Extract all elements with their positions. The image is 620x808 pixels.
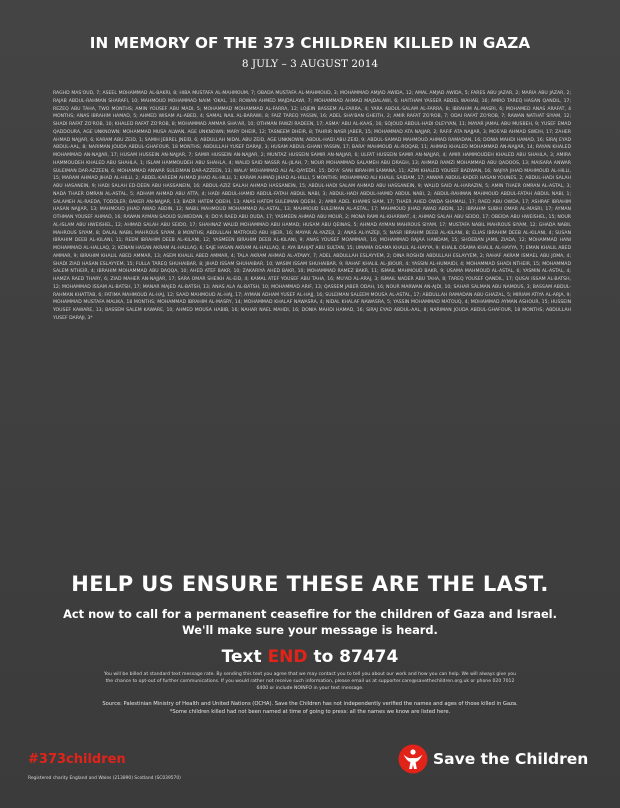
source-note — [50, 700, 570, 716]
act-now-message — [0, 607, 620, 638]
logo-wordmark: Save the Children — [433, 750, 589, 768]
date-range: 8 JULY – 3 AUGUST 2014 — [241, 58, 379, 70]
text-instruction — [0, 647, 620, 667]
children-names-list: RAGHD MAS'OUD, 7; ASEEL MOHAMMAD AL-BAKRI, 8; HIBA MUSTAFA AL-MAHMOUM, 7; OBADA MUSTAFA AL-MAHMOUD, 3; MOHAMMAD AMJAD AWIDA, 12; AMAL AMJAD AWIDA, 5; FARES ABU JAZAR, 2; MARIA ABU JAZAR, 2; RAJAB ABDUL-RAHMAN SHARAFI, 10; MAHMOUD MOHAMMAD NAIM 'OKAL, 10; ROWAN AHMED MAJDALAWI, 7; MOHAMMAD AHMAD MAJDALAWI, 6; HAITHAM YASSER ABDEL WAHAB, 16; AMRO TAREQ HASAN QANDIL, 17; REZEQ ABU TAHA, TWO MONTHS; AMIN YOUSEF ABU MADI, 5; MOHAMMAD MOHAMMAD AL-FARRA, 12; LOJEIN BASSEM AL-FARRA, 4; YARA ABDUL-SALAM AL-FARRA, 8; IBRAHIM AL-MASRI, 6; MOHAMED ANAS ARAFAT, 4 MONTHS; ANAS IBRAHIM HAMAD, 5; AHMED WISAM AL-ABED, 4; SAMAL NAIL AL-BARAWI, 8; FAIZ TAREQ YASSIN, 16; ADEL SHA'BAN GHEITH, 2; AMIR RAFAT ZO'ROB, 7; ODAI RAFAT ZO'ROB, 7; RAWAN NATHAT SIYAM, 12; SHADI RAFAT ZO'ROB, 10; KHALED RAFAT ZO'ROB, 8; MOHAMMAD AMMAR SHA'AR, 10; OTHMAN FAWZI RADEEN, 17; ASMA' ABU AL-KAAS, 16; SOJOUD ABDUL-HADI OLEYYAN, 11; MAYAR JAMAL ABU MUSBEH, 9; YUSEF EMAD QADDOURA, AGE UNKNOWN; MOHAMMAD MUSA ALWAN, AGE UNKNOWN; MARY DHEIR, 12; TASNEEM DHEIR, 8; TAHRIR NASR JABER, 15; MOHAMMAD ATA NAJJAR, 2; RAFIF ATA NAJJAR, 3; MOS'AB AHMAD SWEIH, 17; ZAHER AHMAD NAJJAR, 6; KARAM ABU ZEID, 1; SAMIH JEBREL JNEID, 6; ABDULLAH NIDAL ABU ZEID, AGE UNKNOWN; ABDUL-HADI ABU ZEID, 9; ABDUL-SAMAD MAHMOUD AHMAD RAMADAN, 16; DONIA MAHDI HAMAD, 16; SIRAJ EYAD ABDUL-AAL, 8; NARIMAN JOUDA ABDUL-GHAFOUR, 18 MONTHS; ABDULLAH YUSEF DARAJI, 3; HUSAM ABDUL-GHANI YASSIN, 17; BARA' MAHMOUD AL-ROQAB, 11; AHMAD KHALED MOHAMMAD AN-NAJJAR, 14; RAYAN KHALED MOHAMMAD AN-NAJJAR, 17; HUSAM HUSSEIN AN-NAJJAR, 7; SAMIR HUSSEIN AN-NAJJAR, 2; MUNTAZ HUSSEIN SAMIR AN-NAJJAR, 6; ULFAT HUSSEIN SAMIR AN-NAJJAR, 4; AMIR HAMMOUDEH KHALED ABU SHAHLA, 3; AMIRA HAMMOUDEH KHALED ABU SHAHLA, 1; ISLAM HAMMOUDEH ABU SHAHLA, 4; WALID SAID NASSR AL-JILAH, 7; NOUR MOHAMMAD SALAMEH ABU DRAGH, 13; AHMAD RAMZI MOHAMMAD ABU QADOOS, 13; MAISARA ANWAR SULEIMAN DAR-AZZEEN, 6; MOHAMMAD ANWAR SULEIMAN DAR-AZZEEN, 13; WALA' MOHAMMAD ALI AL-QAYEDH, 15; DO'A' SANI IBRAHIM SAMANA, 11; AZMI KHALED YOUSEF BADWAN, 16; NAJIYA JIHAD MAHMOUD AL-HILLI, 15; MARAM AHMAD JIHAD AL-HILLI, 2; ABDEL-KAREEM AHMAD JIHAD AL-HILLI, 1; KARAM AHMAD JIHAD AL-HILLI, 5 MONTHS; MOHAMMAD ALI KHALIL SAIDAM, 17; ANWAR ABDUL-KADER HASAN YOUNES, 2; ABDUL-HADI SALAH ABU HASANEIN, 9; HADI SALAH ED-DEEN ABU HASSANEIN, 16; ABDUL-AZIZ SALAH AHMAD HASSANEIN, 15; ABDUL-HADI SALAM AHMAD ABU HASSANEIN, 9; WALID SAID AL-HARAZIN, 5; AMIN THAER OMRAN AL-ASTAL, 3; NADA THAER OMRAN AL-ASTAL, 5; ADHAM AHMAD ABU ATTA, 4; HADI ABDUL-HAMID ABDUL-FATAH ABDUL NABI, 3; ABDUL-HADI ABDUL-HAMID ABDUL NABI, 2; ABDUL-RAHMAN MAHMOUD ABDUL-FATAH ABDUL NABI, 1; SALAMEH AL-RAEDA, TODDLER; BAKER AN-NAJJAR, 13; BADR HATEM QDEIH, 13; ANAS HATEM SULEIMAN QDEIH, 2; AMIR ADEL KHAMIS SIAM, 17; THAER AHED OWDA SHAMALI, 17; RAED ABU OWDA, 17; ASHRAF IBRAHIM HASAN NAJJAR, 13; MAHMOUD JIHAD AWAD ABDIN, 12; NABIL MAHMOUD MOHAMMAD AL-ASTAL, 13; MAHMOUD SULEIMAN AL-ASTAL, 17; MAHMOUD JIHAD AWAD ABDIN, 12; IBRAHIM SUBHI OMAR AL-MASRI, 17; AYMAN OTHMAN YOUSEF AHMAD, 16; RAWAN AYMAN SAOUD SUWEIDAN, 9; DO'A RAED ABU OUDA, 17; YASMEEN AHMAD ABU MOUR, 2; MONA RAMI AL-KHARWAT, 4; AHMAD SALAH ABU SEIDO, 17; OBEIDA ABU HWEISHEL, 15; NOUR AL-ISLAM ABU HWEISHEL, 12; AHMAD SALAH ABU SEIDO, 17; SHAHNAZ WALID MOHAMMAD ABU HAMAD; HUSAM ABU QEINAS, 5; AHMAD AYMAN MAHROUS SIYAM, 17; MUSTAFA NABIL MAHROUS SIYAM, 12; GHADA NABIL MAHROUS SIYAM, 8; DALAL NABIL MAHROUS SIYAM, 8 MONTHS; ABDULLAH MATROUD ABU HJEIR, 16; MAYAR AL-YAZEJI, 2; ANAS AL-YAZEJI, 5; NASR IBRAHIM DEEB AL-KILANI, 8; ELIAS IBRAHIM DEEB AL-KILANI, 4; SUSAN IBRAHIM DEEB AL-KILANI, 11; REEM IBRAHIM DEEB AL-KILANI, 12; YASMEEN IBRAHIM DEEB AL-KILANI, 9; ANAS YOUSEF MOAMMAR, 16; MOHAMMAD RAJAA HANDAM, 15; SHOEBAN JAMIL ZIADA, 12; MOHAMMAD HANI MOHAMMAD AL-HALLAQ, 2; KENAN HASAN AKRAM AL-HALLAQ, 6; SAJE HASAN AKRAM AL-HALLAQ, 4; AYA BAHJAT ABU SULTAN, 15; UMAMA OSAMA KHALIL AL-HAYYA, 9; KHALIL OSAMA KHALIL AL-HAYYA, 7; EMAN KHALIL ABED AMMAR, 9; IBRAHIM KHALIL ABED AMMAR, 13; ASEM KHALIL ABED AMMAR, 4; TALA AKRAM AHMAD AL-ATAWY, 7; ADEL ABDULLAH ESLAYYEM, 2; DINA ROSHDI ABDULLAH ESLAYYEM, 2; RAHAF AKRAM ISMAEL ABU JOMA, 4; SHADI ZIAD HASAN ESLAYYEM, 15; FULLA TAREQ SHUHAIBAR, 8; JIHAD ISSAM SHUHAIBAR, 10; WASIM ISSAM SHUHAIBAR, 9; RAHAF KHALIL AL-JBOUR, 4; YASSIN AL-HUMAIDI, 4; MOHAMMAD SHADI NTHEIR, 15; MOHAMMAD SALEM NTHEIR, 4; IBRAHIM MOHAMMAD ABU DAQQA, 10; AHED ATEF BAKR, 10; ZAKARIYA AHED BAKR, 10; MOHAMMAD RAMEZ BAKR, 11; ISMAIL MAHMOUD BAKR, 9; USAMA MAHMOUD AL-ASTAL, 6; YASMIN AL-ASTAL, 4; HAMZA RAED THARY, 6; ZIAD MAHER AN-NAJJAR, 17; SARA OMAR SHEIKH AL-EID, 4; KAMAL ATEF YOUSEF ABU TAHA, 16; MU'AD AL-ARAJ, 3; ISMAIL NADER ABU TAHA, 8; TAREQ YOUSEF QANDIL, 17; QUSAI ISSAM AL-BATSH, 12; MOHAMMAD ISSAM AL-BATSH, 17; MANAR MAJED AL-BATSH, 13; ANAS ALA AL-BATSH, 10; MOHAMMAD ARIF, 13; QASSEM JABER ODAH, 16; NOUR MARWAN AN-AJDI, 10; SAHAR SALMAN ABU NAMOUS, 3; BASSAM ABDUL-RAHMAN KHATTAB, 6; FATIMA MAHMOUD AL-HAJ, 12; SAAD MAHMOUD AL-HAJ, 17; AYMAN ADHAM YUSEF AL-HAJJ, 16; SULEIMAN SALEEM MOUSA AL-ASTAL, 17; ABDULLAH RAMADAN ABU GHAZAL, 5; MIRIAM ATIYA AL-ARJA, 9; MOHAMMAD MUSTAFA MALIKA, 18 MONTHS; MOHAMMAD IBRAHIM AL-MASRY, 14; MOHAMMAD KHALAF NAWASRA, 4; NIDAL KHALAF NAWASRA, 5; YASSIN MOHAMMAD MATOUQ, 4; MOHAMMAD AYMAN ASHOUR, 15; HUSSEIN YOUSEF KAWARE, 13; BASSEM SALEM KAWARE, 10; AHMED MOUSA HABIB, 16; NAHAR NAEL MAHDI, 16; DONIA MAHDI HAMAD, 16; SIRAJ EYAD ABDUL-AAL, 8; NARIMAN JOUDA ABDUL-GHAFOUR, 18 MONTHS; ABDULLAH YUSEF DARAJI, 3* — [53, 91, 571, 321]
act-now-line-2: We'll make sure your message is heard. — [182, 622, 438, 637]
text-middle: to — [313, 647, 334, 667]
hashtag: #373children — [28, 752, 126, 767]
fine-print: You will be billed at standard text message rate. By sending this text you agree that we may contact you to tell you about our work and how you can help. We will always give you the chance to opt-out of further communications. If you would rather not receive such information, please email us at supporter.care@savethechildren.org.uk or phone 020 7012 6400 or include NOINFO in your text message. — [103, 672, 517, 691]
text-number: 87474 — [339, 647, 399, 667]
source-line-2: *Some children killed had not been named at time of going to press: all the names we know are listed here. — [169, 709, 451, 715]
save-the-children-logo-icon — [398, 744, 428, 774]
source-line-1: Source: Palestinian Ministry of Health and United Nations (OCHA). Save the Children has not independently verified the names and ages of those killed in Gaza. — [102, 701, 518, 707]
save-the-children-logo — [398, 744, 588, 774]
text-keyword: END — [267, 647, 308, 667]
headline: IN MEMORY OF THE 373 CHILDREN KILLED IN GAZA — [89, 34, 531, 52]
charity-registration: Registered charity England and Wales (213890) Scotland (SC039570) — [28, 776, 181, 781]
text-prefix: Text — [221, 647, 262, 667]
call-to-action-heading: HELP US ENSURE THESE ARE THE LAST. — [71, 572, 549, 596]
act-now-line-1: Act now to call for a permanent ceasefire for the children of Gaza and Israel. — [63, 607, 557, 621]
